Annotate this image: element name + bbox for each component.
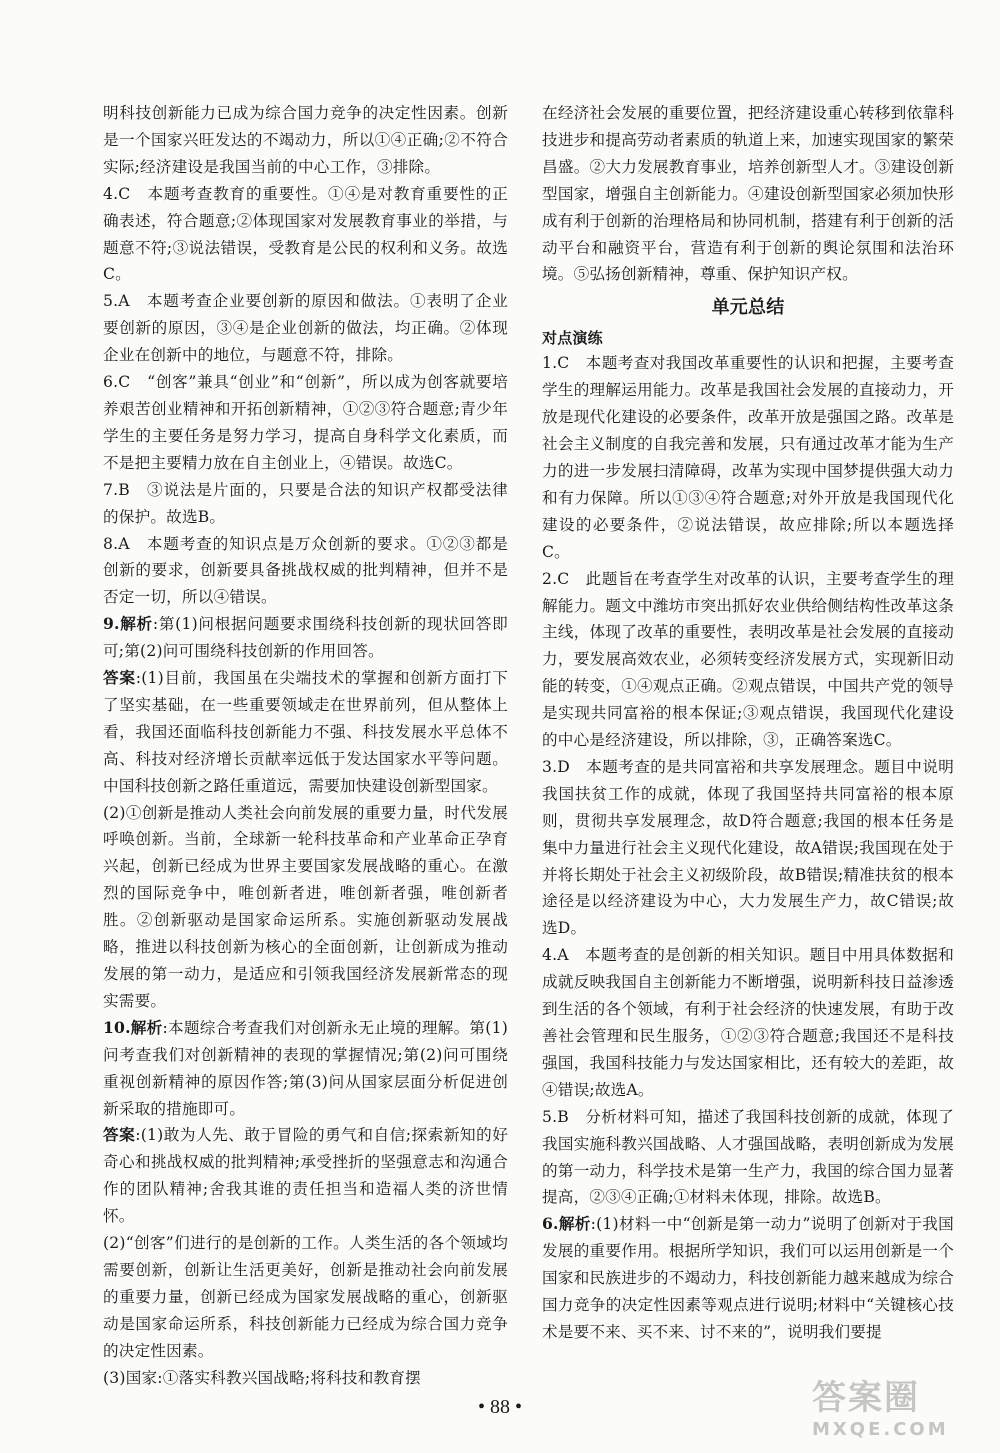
answer-paragraph (103, 611, 508, 665)
answer-paragraph (542, 350, 954, 565)
right-column-answers (542, 350, 954, 1346)
answer-text: (2)①创新是推动人类社会向前发展的重要力量，时代发展呼唤创新。当前，全球新一轮科技革命和产业革命正孕育兴起，创新已经成为世界主要国家发展战略的重心。在激烈的国际竞争中，唯创新者进，唯创新者强，唯创新者胜。②创新驱动是国家命运所系。实施创新驱动发展战略，推进以科技创新为核心的全面创新，让创新成为推动发展的第一动力，是适应和引领我国经济发展新常态的现实需要。 (103, 803, 508, 1010)
answer-text: 6.C “创客”兼具“创业”和“创新”，所以成为创客就要培养艰苦创业精神和开拓创新精神，①②③符合题意;青少年学生的主要任务是努力学习，提高自身科学文化素质，而不是把主要精力放在自主创业上，④错误。故选C。 (103, 373, 508, 472)
answer-text: 明科技创新能力已成为综合国力竞争的决定性因素。创新是一个国家兴旺发达的不竭动力，所以①④正确;②不符合实际;经济建设是我国当前的中心工作，③排除。 (103, 104, 508, 176)
answer-text: 在经济社会发展的重要位置，把经济建设重心转移到依靠科技进步和提高劳动者素质的轨道上来，加速实现国家的繁荣昌盛。②大力发展教育事业，培养创新型人才。③建设创新型国家，增强自主创新能力。④建设创新型国家必须加快形成有利于创新的治理格局和协同机制，搭建有利于创新的活动平台和融资平台，营造有利于创新的舆论氛围和法治环境。⑤弘扬创新精神，尊重、保护知识产权。 (542, 104, 954, 284)
answer-label: 答案 (103, 668, 136, 688)
answer-paragraph (103, 1365, 508, 1392)
answer-text: 8.A 本题考查的知识点是万众创新的要求。①②③都是创新的要求，创新要具备挑战权威的批判精神，但并不是否定一切，所以④错误。 (103, 534, 508, 607)
answer-paragraph (542, 942, 954, 1103)
answer-text: 4.C 本题考查教育的重要性。①④是对教育重要性的正确表述，符合题意;②体现国家对发展教育事业的举措，与题意不符;③说法错误，受教育是公民的权利和义务。故选C。 (103, 184, 508, 284)
answer-paragraph (103, 181, 508, 289)
page-number: • 88 • (477, 1396, 522, 1418)
answer-paragraph (103, 1230, 508, 1365)
answer-paragraph (542, 100, 954, 288)
answer-paragraph (103, 531, 508, 612)
answer-text: :第(1)问根据问题要求围绕科技创新的现状回答即可;第(2)问可围绕科技创新的作用回答。 (103, 615, 508, 661)
answer-paragraph (542, 1104, 954, 1212)
answer-text: :(1)目前，我国虽在尖端技术的掌握和创新方面打下了坚实基础，在一些重要领域走在世界前列，但从整体上看，我国还面临科技创新能力不强、科技发展水平总体不高、科技对经济增长贡献率远低于发达国家水平等问题。中国科技创新之路任重道远，需要加快建设创新型国家。 (103, 669, 509, 795)
right-column-continuation (542, 100, 954, 288)
right-column (542, 100, 954, 1346)
answer-text: :(1)敢为人先、敢于冒险的勇气和自信;探索新知的好奇心和挑战权威的批判精神;承受挫折的坚强意志和沟通合作的团队精神;舍我其谁的责任担当和造福人类的济世情怀。 (103, 1126, 509, 1226)
subsection-title: 对点演练 (542, 329, 603, 348)
answer-paragraph (103, 288, 508, 369)
answer-paragraph (103, 477, 508, 531)
left-column (103, 100, 508, 1392)
answer-text: (2)“创客”们进行的是创新的工作。人类生活的各个领域均需要创新，创新让生活更美好，创新是推动社会向前发展的重要力量，创新已经成为国家发展战略的重心，创新驱动是国家命运所系，科技创新能力已经成为综合国力竞争的决定性因素。 (103, 1234, 508, 1360)
answer-text: 5.A 本题考查企业要创新的原因和做法。①表明了企业要创新的原因，③④是企业创新的做法，均正确。②体现企业在创新中的地位，与题意不符，排除。 (103, 292, 508, 365)
answer-text: 4.A 本题考查的是创新的相关知识。题目中用具体数据和成就反映我国自主创新能力不断增强，说明新科技日益渗透到生活的各个领域，有利于社会经济的快速发展，有助于改善社会管理和民生服务，①②③符合题意;我国还不是科技强国，我国科技能力与发达国家相比，还有较大的差距，故④错误;故选A。 (542, 946, 954, 1099)
answer-label: 9.解析 (103, 614, 153, 634)
answer-paragraph (103, 800, 508, 1015)
answer-paragraph (542, 754, 954, 942)
answer-text: 2.C 此题旨在考查学生对改革的认识，主要考查学生的理解能力。题文中潍坊市突出抓好农业供给侧结构性改革这条主线，体现了改革的重要性，表明改革是社会发展的直接动力，要发展高效农业，必须转变经济发展方式，实现新旧动能的转变，①④观点正确。②观点错误，中国共产党的领导是实现共同富裕的根本保证;③观点错误，我国现代化建设的中心是经济建设，所以排除，③，正确答案选C。 (542, 569, 954, 750)
answer-paragraph (542, 1211, 954, 1346)
answer-text: :(1)材料一中“创新是第一动力”说明了创新对于我国发展的重要作用。根据所学知识，我们可以运用创新是一个国家和民族进步的不竭动力，科技创新能力越来越成为综合国力竞争的决定性因素等观点进行说明;材料中“关键核心技术是要不来、买不来、讨不来的”，说明我们要提 (542, 1215, 954, 1341)
answer-label: 6.解析 (542, 1214, 591, 1234)
answer-paragraph (103, 369, 508, 477)
watermark-logo (812, 1370, 987, 1450)
answer-text: 5.B 分析材料可知，描述了我国科技创新的成就，体现了我国实施科教兴国战略、人才强国战略，表明创新成为发展的第一动力，科学技术是第一生产力，我国的综合国力显著提高，②③④正确;①材料未体现，排除。故选B。 (542, 1107, 954, 1207)
answer-paragraph (103, 100, 508, 181)
answer-paragraph (542, 566, 954, 754)
answer-text: (3)国家:①落实科教兴国战略;将科技和教育摆 (103, 1368, 421, 1387)
section-title: 单元总结 (711, 297, 785, 319)
watermark-line1: 答案圈 (812, 1378, 920, 1418)
answer-paragraph (103, 1122, 508, 1230)
answer-paragraph (103, 1015, 508, 1123)
watermark-line2: MXQE.COM (812, 1419, 949, 1440)
answer-text: 7.B ③说法是片面的，只要是合法的知识产权都受法律的保护。故选B。 (103, 480, 508, 526)
answer-text: 1.C 本题考查对我国改革重要性的认识和把握，主要考查学生的理解运用能力。改革是我国社会发展的直接动力，开放是现代化建设的必要条件，改革开放是强国之路。改革是社会主义制度的自我完善和发展，只有通过改革才能为生产力的进一步发展扫清障碍，改革为实现中国梦提供强大动力和有力保障。所以①③④符合题意;对外开放是我国现代化建设的必要条件，②说法错误，故应排除;所以本题选择C。 (542, 354, 954, 561)
answer-text: :本题综合考查我们对创新永无止境的理解。第(1)问考查我们对创新精神的表现的掌握情况;第(2)问可围绕重视创新精神的原因作答;第(3)问从国家层面分析促进创新采取的措施即可。 (103, 1018, 508, 1118)
answer-label: 10.解析 (103, 1017, 163, 1037)
answer-paragraph (103, 665, 508, 800)
answer-text: 3.D 本题考查的是共同富裕和共享发展理念。题目中说明我国扶贫工作的成就，体现了我国坚持共同富裕的根本原则，贯彻共享发展理念，故D符合题意;我国的根本任务是集中力量进行社会主义现代化建设，故A错误;我国现在处于并将长期处于社会主义初级阶段，故B错误;精准扶贫的根本途径是以经济建设为中心，大力发展生产力，故C错误;故选D。 (542, 757, 954, 938)
answer-label: 答案 (103, 1125, 136, 1145)
